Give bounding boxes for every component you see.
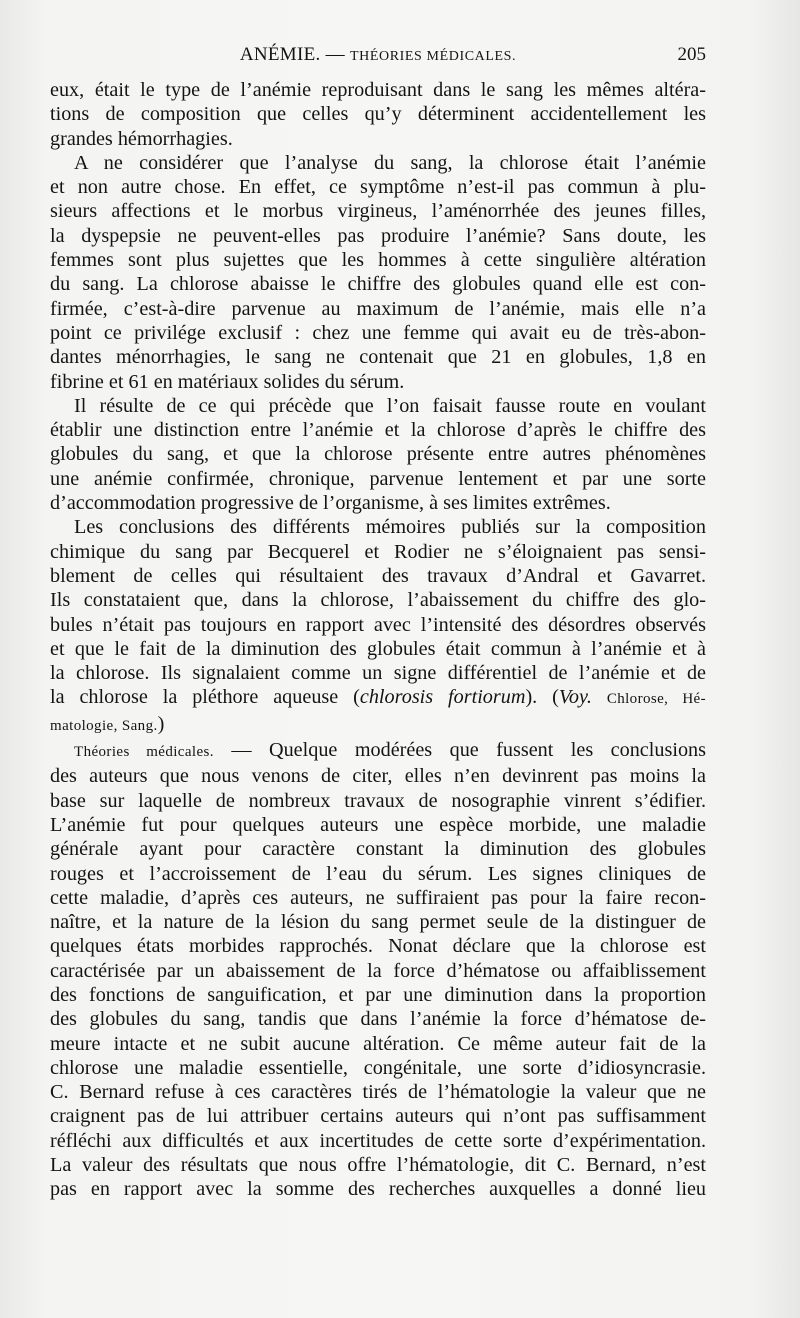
text-line: et non autre chose. En effet, ce symptôme n’est-il pas commun à plu- [50, 176, 706, 199]
text-line: base sur laquelle de nombreux travaux de nosographie vinrent s’édifier. [50, 789, 706, 812]
cross-reference: matologie, Sang. [50, 717, 158, 734]
text-line: établir une distinction entre l’anémie et la chlorose d’après le chiffre des [50, 419, 706, 442]
text-line: dantes ménorrhagies, le sang ne contenait que 21 en globules, 1,8 en [50, 346, 706, 369]
text-line: L’anémie fut pour quelques auteurs une espèce morbide, une maladie [50, 813, 706, 836]
text-line: globules du sang, et que la chlorose présente entre autres phénomènes [50, 443, 706, 466]
text-line: générale ayant pour caractère constant la diminution des globules [50, 838, 706, 861]
page-number: 205 [677, 44, 706, 65]
running-title [50, 44, 706, 66]
text-line: naître, et la nature de la lésion du sang permet seule de la distinguer de [50, 911, 706, 934]
text-segment [592, 686, 607, 708]
text-line: femmes sont plus sujettes que les hommes à cette singulière altération [50, 249, 706, 272]
body-text [50, 78, 706, 1202]
text-line: pas en rapport avec la somme des recherches auxquelles a donné lieu [50, 1178, 706, 1201]
text-line: du sang. La chlorose abaisse le chiffre des globules quand elle est con- [50, 273, 706, 296]
text-line: la dyspepsie ne peuvent-elles pas produire l’anémie? Sans doute, les [50, 224, 706, 247]
section-heading: Théories médicales. [74, 744, 214, 761]
text-segment: la chlorose la pléthore aqueuse ( [50, 686, 360, 709]
text-line: C. Bernard refuse à ces caractères tirés de l’hématologie la valeur que ne [50, 1081, 706, 1104]
text-line [50, 738, 706, 764]
text-line: quelques états morbides rapprochés. Nonat déclare que la chlorose est [50, 935, 706, 958]
text-line: Les conclusions des différents mémoires publiés sur la composition [74, 516, 706, 539]
text-line: firmée, c’est-à-dire parvenue au maximum de l’anémie, mais elle n’a [50, 297, 706, 320]
text-line: des fonctions de sanguification, et par une diminution dans la proportion [50, 983, 706, 1006]
text-line: La valeur des résultats que nous offre l’hématologie, dit C. Bernard, n’est [50, 1154, 706, 1177]
text-line: bules n’était pas toujours en rapport avec l’intensité des désordres observés [50, 613, 706, 636]
text-line: des auteurs que nous venons de citer, elles n’en devinrent pas moins la [50, 765, 706, 788]
text-line [50, 685, 706, 711]
text-line: craignent pas de lui attribuer certains auteurs qui n’ont pas suffisamment [50, 1105, 706, 1128]
text-line: blement de celles qui résultaient des travaux d’Andral et Gavarret. [50, 564, 706, 587]
text-line: grandes hémorrhagies. [50, 127, 233, 150]
running-title-dash: — [320, 44, 350, 65]
running-title-main: ANÉMIE. [239, 44, 321, 65]
text-segment: ). ( [525, 686, 559, 709]
text-line: des globules du sang, tandis que dans l’anémie la force d’hématose de- [50, 1008, 706, 1031]
text-line: Ils constataient que, dans la chlorose, l’abaissement du chiffre des glo- [50, 589, 706, 612]
text-line: eux, était le type de l’anémie reproduisant dans le sang les mêmes altéra- [50, 79, 706, 101]
text-segment: — Quelque modérées que fussent les conclusions [213, 739, 706, 762]
text-line: et que le fait de la diminution des globules était commun à l’anémie et à [50, 637, 706, 660]
text-line: tions de composition que celles qu’y déterminent accidentellement les [50, 103, 706, 126]
text-segment: ) [157, 712, 165, 735]
running-title-sub: THÉORIES MÉDICALES. [349, 49, 517, 64]
text-line: caractérisée par un abaissement de la force d’hématose ou affaiblissement [50, 959, 706, 982]
text-line: A ne considérer que l’analyse du sang, la chlorose était l’anémie [74, 151, 706, 174]
italic-term: chlorosis fortiorum [359, 686, 526, 709]
text-line: chimique du sang par Becquerel et Rodier ne s’éloignaient pas sensi- [50, 540, 706, 563]
text-line: sieurs affections et le morbus virgineus, l’aménorrhée des jeunes filles, [50, 200, 706, 223]
text-line: cette maladie, d’après ces auteurs, ne suffiraient pas pour la faire recon- [50, 886, 706, 909]
text-line: rouges et l’accroissement de l’eau du sérum. Les signes cliniques de [50, 862, 706, 885]
text-line: d’accommodation progressive de l’organisme, à ses limites extrêmes. [50, 492, 611, 515]
text-line: réfléchi aux difficultés et aux incertitudes de cette sorte d’expérimentation. [50, 1129, 706, 1152]
running-header [50, 44, 706, 72]
text-line: point ce privilége exclusif : chez une femme qui avait eu de très-abon- [50, 321, 706, 344]
text-line: Il résulte de ce qui précède que l’on faisait fausse route en voulant [74, 394, 706, 417]
cross-reference: Chlorose, Hé- [606, 691, 707, 708]
italic-voy: Voy. [558, 686, 592, 709]
text-line: chlorose une maladie essentielle, congénitale, une sorte d’idiosyncrasie. [50, 1056, 706, 1079]
text-line: la chlorose. Ils signalaient comme un signe différentiel de l’anémie et de [50, 662, 706, 685]
text-line: meure intacte et ne subit aucune altération. Ce même auteur fait de la [50, 1032, 706, 1055]
text-line: fibrine et 61 en matériaux solides du sérum. [50, 370, 405, 393]
text-line [50, 712, 706, 738]
text-line: une anémie confirmée, chronique, parvenue lentement et par une sorte [50, 467, 706, 490]
